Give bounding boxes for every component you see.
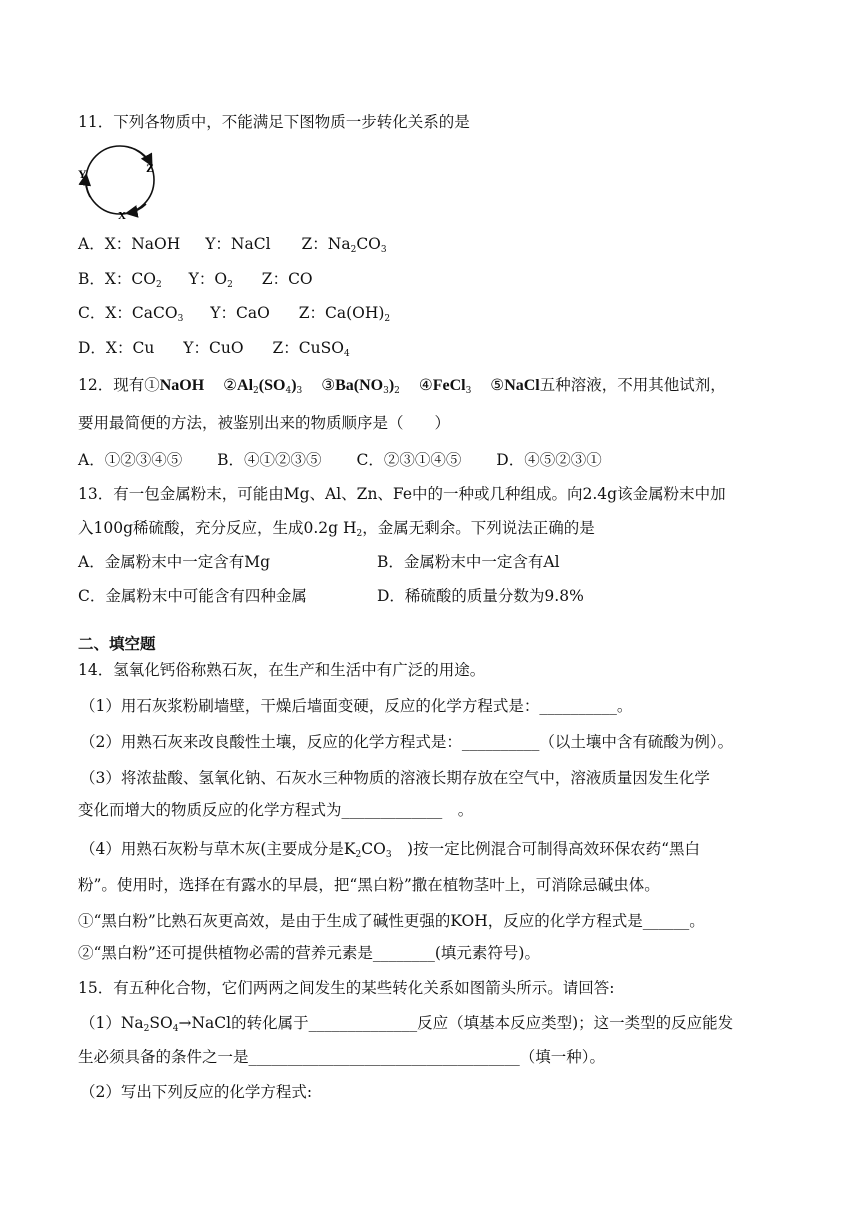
q14-part1: （1）用石灰浆粉刷墙壁，干燥后墙面变硬，反应的化学方程式是：__________。 — [80, 697, 633, 715]
q14-part2: （2）用熟石灰来改良酸性土壤，反应的化学方程式是：__________（以土壤中含有硫酸为例）。 — [80, 733, 734, 751]
y-label: Y — [78, 167, 87, 181]
q12-option-d: D．④⑤②③① — [496, 451, 602, 469]
q12-options — [78, 450, 602, 470]
q15-part2: （2）写出下列反应的化学方程式: — [80, 1083, 313, 1101]
q15-stem: 15．有五种化合物，它们两两之间发生的某些转化关系如图箭头所示。请回答: — [78, 979, 615, 997]
q11-option-c: C．X：CaCO$_3$ Y：CaO Z：$Ca(OH)_2$ — [78, 304, 391, 324]
q14-stem: 14．氢氧化钙俗称熟石灰，在生产和生活中有广泛的用途。 — [78, 661, 486, 679]
q14-part3-line2: 变化而增大的物质反应的化学方程式为_____________ 。 — [78, 801, 474, 819]
q11-option-d: D．X：Cu Y：CuO Z：CuSO$_4$ — [78, 339, 350, 359]
q13-option-d: D．稀硫酸的质量分数为9.8% — [377, 587, 584, 605]
z-label: Z — [146, 161, 155, 175]
q12-option-a: A．①②③④⑤ — [78, 451, 183, 469]
q13-stem-line2: 入100g稀硫酸，充分反应，生成0.2g $H_2$，金属无剩余。下列说法正确的是 — [78, 519, 595, 539]
q13-option-a: A．金属粉末中一定含有Mg — [78, 553, 270, 571]
q14-part4-sub2: ②“黑白粉”还可提供植物必需的营养元素是________(填元素符号)。 — [78, 944, 540, 962]
q14-part3-line1: （3）将浓盐酸、氢氧化钠、石灰水三种物质的溶液长期存放在空气中，溶液质量因发生化学 — [80, 769, 710, 787]
q14-part4-line1: （4）用熟石灰粉与草木灰(主要成分是$K_2CO_3$ )按一定比例混合可制得高效环保农药“黑白 — [80, 840, 701, 860]
q12-option-c: C．②③①④⑤ — [356, 451, 462, 469]
arrow-to-x — [128, 204, 146, 213]
q13-stem-line1: 13．有一包金属粉末，可能由Mg、Al、Zn、Fe中的一种或几种组成。向2.4g该金属粉末中加 — [78, 485, 726, 503]
q15-part1-line1: $(1)Na_2SO_4\to NaCl$的转化属于______________反应（填基本反应类型)；这一类型的反应能发 — [80, 1014, 734, 1034]
q12-stem-line2: 要用最简便的方法，被鉴别出来的物质顺序是（ ） — [78, 414, 451, 432]
q12-option-b: B．④①②③⑤ — [217, 451, 322, 469]
q13-option-b: B．金属粉末中一定含有Al — [377, 553, 560, 571]
q13-option-c: C．金属粉末中可能含有四种金属 — [78, 587, 307, 605]
x-label: X — [118, 210, 126, 222]
q14-part4-sub1: ①“黑白粉”比熟石灰更高效，是由于生成了碱性更强的KOH，反应的化学方程式是______。 — [78, 912, 705, 930]
section-title: 二、填空题 — [78, 635, 156, 653]
q11-option-a: A．X：NaOH Y：NaCl Z：$Na_2CO_3$ — [78, 235, 387, 255]
q11-stem: 11．下列各物质中，不能满足下图物质一步转化关系的是 — [78, 113, 470, 131]
q14-part4-line2: 粉”。使用时，选择在有露水的早晨，把“黑白粉”撒在植物茎叶上，可消除忌碱虫体。 — [78, 876, 660, 894]
q11-option-b: B．X：$CO_2$ Y：$O_2$ Z：CO — [78, 270, 313, 290]
q15-part1-line2: 生必须具备的条件之一是___________________________________（填一种）。 — [78, 1048, 606, 1066]
q12-stem-line1: 12．现有①NaOH $②Al_2(SO_4)_3$ $③Ba(NO_3)_2$ ④FeCl$_3$ ⑤NaCl五种溶液，不用其他试剂， — [78, 376, 726, 396]
cycle-diagram — [76, 142, 166, 222]
